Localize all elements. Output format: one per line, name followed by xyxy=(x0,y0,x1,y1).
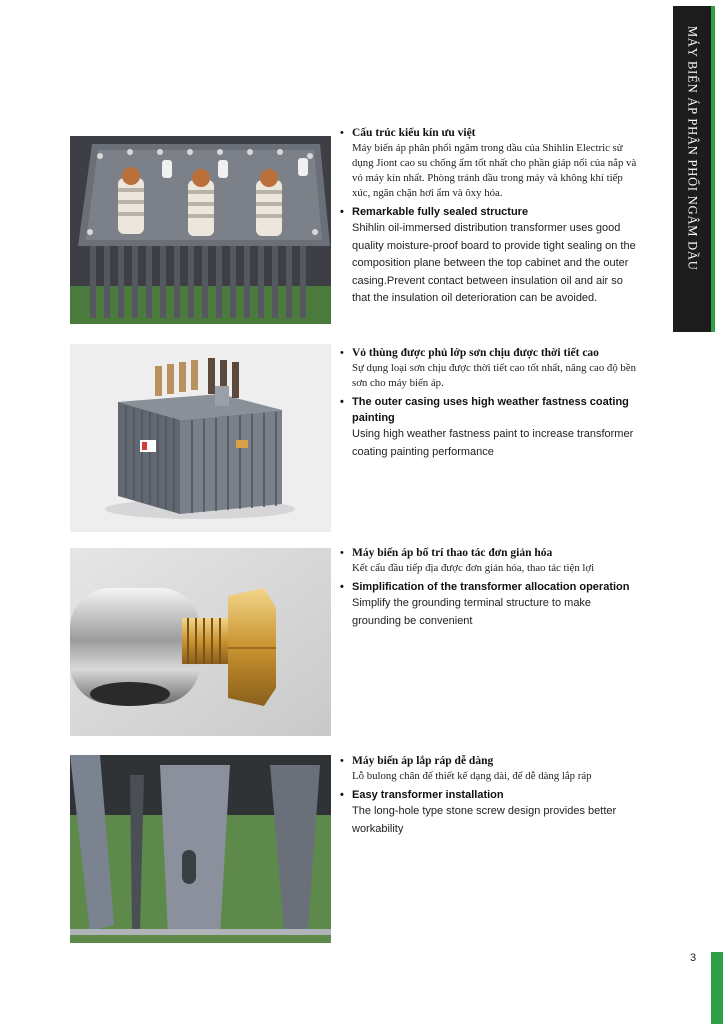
page-number: 3 xyxy=(690,952,697,964)
photo-outer-casing xyxy=(70,344,331,532)
en-title: Easy transformer installation xyxy=(352,789,504,801)
vn-title-row xyxy=(340,546,640,561)
vn-title-row xyxy=(340,754,640,769)
vn-title: Máy biến áp lắp ráp dễ dàng xyxy=(352,755,494,767)
en-title: The outer casing uses high weather fastness coating painting xyxy=(352,396,629,424)
vn-title-row xyxy=(340,126,640,141)
vn-title: Vỏ thùng được phủ lớp sơn chịu được thời tiết cao xyxy=(352,347,599,359)
en-body: Using high weather fastness paint to increase transformer coating painting performance xyxy=(352,428,634,458)
vn-body: Lỗ bulong chân đế thiết kế dạng dài, để dễ dàng lắp ráp xyxy=(352,770,592,782)
en-title-row xyxy=(340,204,640,220)
bullet-icon: • xyxy=(340,396,344,408)
vn-title: Máy biến áp bố trí thao tác đơn giản hóa xyxy=(352,547,553,559)
photo-grounding-terminal xyxy=(70,548,331,736)
bullet-icon: • xyxy=(340,547,344,559)
en-title: Remarkable fully sealed structure xyxy=(352,206,529,218)
en-title-row xyxy=(340,787,640,803)
vn-body: Máy biến áp phân phối ngâm trong dầu của Shihlin Electric sử dụng Jiont cao su chống ẩm tốt nhất cho phần giáp nối của nắp và vỏ máy kín nhất. Phòng tránh dầu trong máy và không khí tiếp xúc, ngăn chặn hơi ẩm và ôxy hóa. xyxy=(352,142,637,199)
section-allocation-operation xyxy=(340,546,640,630)
bullet-icon: • xyxy=(340,206,344,218)
section-sealed-structure xyxy=(340,126,640,308)
bullet-icon: • xyxy=(340,347,344,359)
vn-title-row xyxy=(340,346,640,361)
en-body: Shihlin oil-immersed distribution transformer uses good quality moisture-proof board to provide tight sealing on the composition plane between the top cabinet and the outer casing.Prevent contact between insulation oil and air so that the insulation oil deterioration can be avoided. xyxy=(352,222,636,304)
bullet-icon: • xyxy=(340,127,344,139)
vn-title: Cấu trúc kiểu kín ưu việt xyxy=(352,127,476,139)
photo-sealed-transformer xyxy=(70,136,331,324)
photo-base-long-holes xyxy=(70,755,331,943)
bullet-icon: • xyxy=(340,755,344,767)
vn-body: Sự dụng loại sơn chịu được thời tiết cao tốt nhất, nâng cao độ bền sơn cho máy biến áp. xyxy=(352,362,637,389)
bullet-icon: • xyxy=(340,581,344,593)
en-title-row xyxy=(340,394,640,426)
sidebar-title: MÁY BIẾN ÁP PHÂN PHỐI NGÂM DẦU xyxy=(685,26,700,271)
sidebar-title-wrap xyxy=(673,6,711,332)
en-title: Simplification of the transformer allocation operation xyxy=(352,581,630,593)
vn-body: Kết cấu đầu tiếp địa được đơn giản hóa, thao tác tiện lợi xyxy=(352,562,595,574)
en-body: Simplify the grounding terminal structure to make grounding be convenient xyxy=(352,597,592,627)
sidebar-accent-bar xyxy=(711,6,715,332)
en-body: The long-hole type stone screw design provides better workability xyxy=(352,805,617,835)
bottom-accent-bar xyxy=(711,952,723,1024)
sidebar-tab xyxy=(673,6,711,332)
section-outer-casing xyxy=(340,346,640,461)
bullet-icon: • xyxy=(340,789,344,801)
en-title-row xyxy=(340,579,640,595)
section-easy-installation xyxy=(340,754,640,838)
